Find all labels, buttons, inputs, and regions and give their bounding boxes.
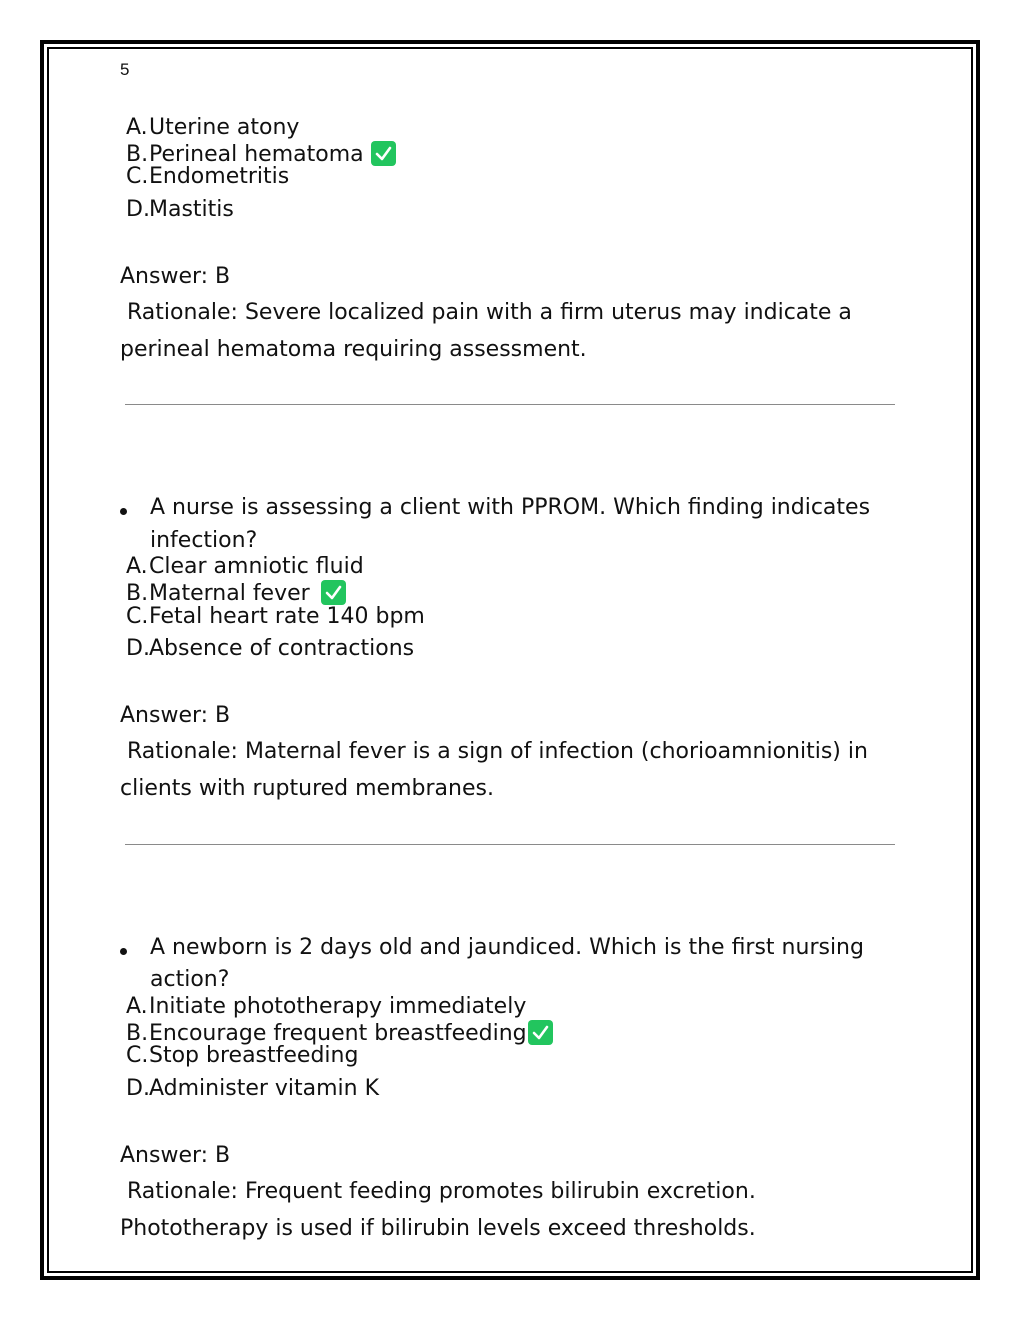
option-text: Absence of contractions xyxy=(149,636,415,661)
option-text: Encourage frequent breastfeeding xyxy=(149,1021,527,1046)
option-letter: A. xyxy=(126,994,148,1019)
option-letter: A. xyxy=(126,115,148,140)
option-letter: D. xyxy=(126,636,150,661)
bullet-icon xyxy=(120,508,127,515)
check-icon xyxy=(371,141,396,166)
option-text: Perineal hematoma xyxy=(149,142,364,167)
option-letter: C. xyxy=(126,164,149,189)
option-letter: B. xyxy=(126,1021,149,1046)
option-text: Fetal heart rate 140 bpm xyxy=(149,604,425,629)
option-letter: D. xyxy=(126,197,150,222)
option-letter: B. xyxy=(126,142,149,167)
rationale-line: Phototherapy is used if bilirubin levels exceed thresholds. xyxy=(120,1216,756,1241)
question-line: infection? xyxy=(150,528,258,553)
option-text: Initiate phototherapy immediately xyxy=(149,994,527,1019)
option-letter: D. xyxy=(126,1076,150,1101)
option-text: Uterine atony xyxy=(149,115,300,140)
answer-text: Answer: B xyxy=(120,1143,231,1168)
option-text: Administer vitamin K xyxy=(149,1076,380,1101)
answer-text: Answer: B xyxy=(120,703,231,728)
rationale-line: Rationale: Maternal fever is a sign of infection (chorioamnionitis) in xyxy=(120,739,868,764)
question-line: action? xyxy=(150,967,230,992)
option-text: Mastitis xyxy=(149,197,234,222)
rationale-line: perineal hematoma requiring assessment. xyxy=(120,337,587,362)
bullet-icon xyxy=(120,948,127,955)
page-number: 5 xyxy=(120,60,130,79)
option-text: Clear amniotic fluid xyxy=(149,554,364,579)
option-letter: B. xyxy=(126,581,149,606)
answer-text: Answer: B xyxy=(120,264,231,289)
rationale-line: Rationale: Frequent feeding promotes bilirubin excretion. xyxy=(120,1179,756,1204)
option-text: Maternal fever xyxy=(149,581,310,606)
question-line: A newborn is 2 days old and jaundiced. Which is the first nursing xyxy=(150,935,864,960)
divider xyxy=(125,844,895,845)
option-letter: C. xyxy=(126,604,149,629)
option-text: Stop breastfeeding xyxy=(149,1043,359,1068)
check-icon xyxy=(321,580,346,605)
option-text: Endometritis xyxy=(149,164,290,189)
option-letter: C. xyxy=(126,1043,149,1068)
question-line: A nurse is assessing a client with PPROM. Which finding indicates xyxy=(150,495,871,520)
divider xyxy=(125,404,895,405)
rationale-line: clients with ruptured membranes. xyxy=(120,776,494,801)
check-icon xyxy=(528,1020,553,1045)
option-letter: A. xyxy=(126,554,148,579)
rationale-line: Rationale: Severe localized pain with a firm uterus may indicate a xyxy=(120,300,852,325)
